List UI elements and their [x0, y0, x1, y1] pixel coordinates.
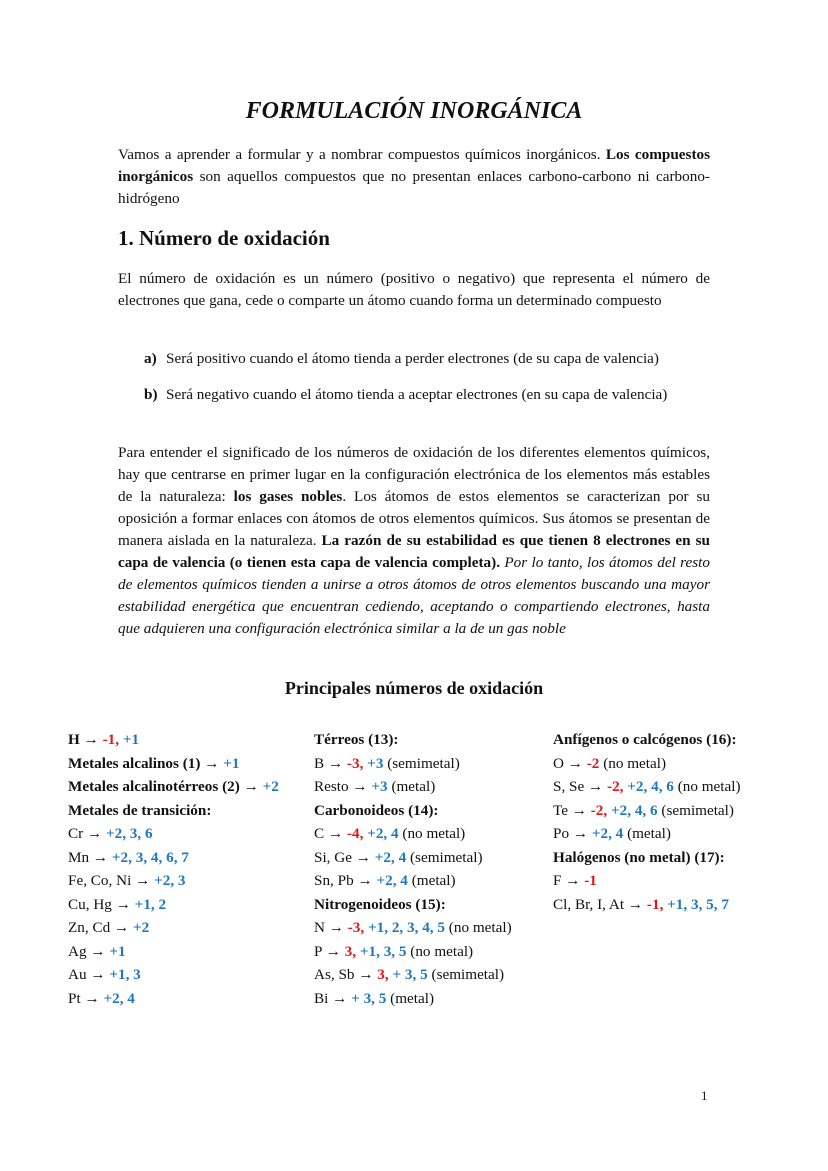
positive-state: +2, 4: [103, 989, 135, 1007]
separator: ,: [384, 966, 393, 983]
arrow-icon: →: [327, 825, 344, 842]
oxidation-row: [314, 940, 512, 964]
oxidation-row: [68, 799, 279, 823]
oxidation-column-1: [68, 728, 279, 1010]
oxidation-row: [68, 940, 279, 964]
arrow-icon: →: [86, 825, 103, 842]
element-note: (metal): [623, 825, 671, 842]
oxidation-row: [314, 987, 512, 1011]
arrow-icon: →: [358, 966, 374, 983]
element-label: Cu, Hg: [68, 895, 112, 913]
separator: ,: [352, 942, 360, 960]
oxidation-row: [68, 893, 279, 917]
explanation-text-1: Para entender el significado de los números de oxidación de los diferentes elementos químicos, hay que centrarse en primer lugar en la configuración electrónica de los elementos más estables de la naturaleza:: [118, 444, 710, 505]
element-label: Po: [553, 825, 570, 842]
arrow-icon: →: [355, 848, 371, 866]
oxidation-row: [314, 822, 512, 846]
oxidation-row: [68, 728, 279, 752]
oxidation-row: [553, 799, 741, 823]
oxidation-row: [553, 775, 741, 799]
oxidation-row: [68, 775, 279, 799]
positive-state: +1: [109, 942, 126, 960]
list-item-label: a): [144, 350, 157, 367]
element-note: (semimetal): [383, 754, 460, 772]
element-label: Cr: [68, 825, 84, 842]
separator: ,: [619, 778, 628, 795]
list-item-text: Será negativo cuando el átomo tienda a aceptar electrones (en su capa de valencia): [166, 386, 668, 403]
separator: ,: [359, 754, 368, 772]
oxidation-column-2: [314, 728, 512, 1010]
table-title: Principales números de oxidación: [284, 678, 544, 698]
positive-state: +1, 3, 5: [359, 942, 407, 960]
oxidation-row: [68, 963, 279, 987]
negative-state: -2: [590, 801, 604, 819]
element-note: (no metal): [673, 778, 741, 795]
element-label: Metales alcalinos (1): [68, 754, 201, 772]
oxidation-row: [314, 846, 512, 870]
element-label: Nitrogenoideos (15):: [314, 895, 446, 913]
oxidation-row: [314, 799, 512, 823]
arrow-icon: →: [114, 919, 130, 936]
element-label: Metales de transición: [68, 801, 207, 819]
arrow-icon: →: [204, 754, 220, 772]
negative-state: -4: [346, 825, 360, 842]
separator: ,: [115, 731, 123, 748]
positive-state: +3: [371, 778, 388, 795]
oxidation-row: [68, 846, 279, 870]
element-label: S, Se: [553, 778, 585, 795]
separator: ,: [659, 895, 668, 913]
element-note: (no metal): [445, 919, 512, 936]
arrow-icon: →: [325, 942, 341, 960]
element-label: H: [68, 731, 80, 748]
element-label: Carbonoideos (14):: [314, 801, 439, 819]
element-note: (semimetal): [657, 801, 734, 819]
element-note: :: [206, 801, 212, 819]
positive-state: +2: [132, 919, 150, 936]
oxidation-row: [314, 963, 512, 987]
explanation-text-italic: Por lo tanto, los átomos del resto de elementos químicos tienden a unirse a otros átomos de otros elementos buscando una mayor estabilidad energética que encuentran cediendo, aceptando o compartiendo electrones, hasta que adquieren una configuración electrónica similar a la de un gas noble: [118, 554, 710, 637]
arrow-icon: →: [567, 754, 583, 772]
positive-state: +2, 4: [376, 872, 408, 889]
positive-state: +2, 4: [367, 825, 399, 842]
element-label: Halógenos (no metal) (17):: [553, 848, 725, 866]
positive-state: +1, 3, 5, 7: [667, 895, 729, 913]
positive-state: +1, 2: [134, 895, 167, 913]
negative-state: -1: [584, 872, 597, 889]
list-item-label: b): [144, 386, 158, 403]
element-label: P: [314, 942, 322, 960]
arrow-icon: →: [328, 919, 344, 936]
arrow-icon: →: [90, 966, 106, 983]
positive-state: +2, 4: [591, 825, 624, 842]
oxidation-row: [68, 987, 279, 1011]
separator: ,: [360, 919, 368, 936]
positive-state: +1: [122, 731, 140, 748]
element-label: N: [314, 919, 325, 936]
element-note: (semimetal): [406, 848, 483, 866]
separator: ,: [359, 825, 368, 842]
arrow-icon: →: [571, 801, 587, 819]
element-label: Térreos (13):: [314, 731, 399, 748]
element-note: (no metal): [406, 942, 474, 960]
arrow-icon: →: [588, 778, 604, 795]
arrow-icon: →: [90, 942, 106, 960]
positive-state: +2, 4: [374, 848, 407, 866]
element-note: (metal): [387, 778, 436, 795]
positive-state: +2: [262, 778, 279, 795]
intro-text-1: Vamos a aprender a formular y a nombrar compuestos químicos inorgánicos.: [118, 146, 606, 163]
arrow-icon: →: [357, 872, 373, 889]
positive-state: +1, 3: [109, 966, 141, 983]
negative-state: -3: [346, 754, 360, 772]
negative-state: -2: [607, 778, 620, 795]
intro-paragraph: [118, 144, 710, 210]
positive-state: +3: [367, 754, 384, 772]
explanation-paragraph: [118, 442, 710, 640]
arrow-icon: →: [135, 872, 151, 889]
positive-state: +1, 2, 3, 4, 5: [368, 919, 445, 936]
element-label: C: [314, 825, 325, 842]
positive-state: +2, 3, 4, 6, 7: [111, 848, 189, 866]
arrow-icon: →: [627, 895, 644, 913]
element-note: (no metal): [398, 825, 466, 842]
element-note: (semimetal): [427, 966, 505, 983]
section-heading: 1. Número de oxidación: [118, 226, 330, 250]
element-label: Ag: [68, 942, 87, 960]
separator: ,: [603, 801, 611, 819]
oxidation-row: [68, 869, 279, 893]
element-label: O: [553, 754, 564, 772]
arrow-icon: →: [243, 778, 259, 795]
oxidation-row: [314, 728, 512, 752]
oxidation-row: [314, 916, 512, 940]
oxidation-row: [68, 916, 279, 940]
positive-state: + 3, 5: [392, 966, 428, 983]
oxidation-row: [553, 869, 741, 893]
negative-state: 3: [377, 966, 385, 983]
page-title: FORMULACIÓN INORGÁNICA: [245, 98, 583, 124]
element-label: Resto: [314, 778, 349, 795]
element-label: Bi: [314, 989, 329, 1007]
element-label: Zn, Cd: [68, 919, 111, 936]
arrow-icon: →: [572, 825, 589, 842]
arrow-icon: →: [84, 989, 100, 1007]
oxidation-row: [553, 728, 741, 752]
positive-state: +2, 4, 6: [611, 801, 658, 819]
list-item-b: [144, 384, 710, 406]
element-label: Cl, Br, I, At: [553, 895, 625, 913]
explanation-text-bold-1: los gases nobles: [233, 488, 343, 505]
positive-state: +2, 3: [154, 872, 186, 889]
positive-state: +1: [223, 754, 240, 772]
intro-text-bold: Los compuestos inorgánicos: [118, 146, 711, 185]
list-item-text: Será positivo cuando el átomo tienda a perder electrones (de su capa de valencia): [166, 350, 659, 367]
element-label: Fe, Co, Ni: [68, 872, 132, 889]
oxidation-row: [314, 775, 512, 799]
list-item-a: [144, 348, 710, 370]
element-label: F: [553, 872, 562, 889]
arrow-icon: →: [83, 731, 99, 748]
explanation-text-3: . Los átomos de estos elementos se caracterizan por su oposición a formar enlaces con átomos de otros elementos químicos. Sus átomos se presentan de manera aislada en la naturaleza.: [118, 488, 711, 549]
negative-state: -2: [586, 754, 600, 772]
arrow-icon: →: [115, 895, 131, 913]
element-label: Te: [553, 801, 568, 819]
page-number: 1: [701, 1088, 708, 1103]
oxidation-row: [553, 822, 741, 846]
negative-state: -1: [102, 731, 116, 748]
element-note: (no metal): [599, 754, 667, 772]
arrow-icon: →: [327, 754, 344, 772]
oxidation-row: [553, 846, 741, 870]
element-label: Sn, Pb: [314, 872, 354, 889]
arrow-icon: →: [332, 989, 348, 1007]
oxidation-row: [68, 822, 279, 846]
oxidation-row: [314, 893, 512, 917]
oxidation-row: [553, 752, 741, 776]
negative-state: -3: [347, 919, 361, 936]
explanation-text-bold-2: La razón de su estabilidad es que tienen 8 electrones en su capa de valencia (o tienen esta capa de valencia completa).: [118, 532, 710, 571]
oxidation-row: [553, 893, 741, 917]
element-label: Metales alcalinotérreos (2): [68, 778, 240, 795]
arrow-icon: →: [92, 848, 109, 866]
arrow-icon: →: [352, 778, 368, 795]
element-label: B: [314, 754, 325, 772]
oxidation-column-3: [553, 728, 741, 916]
element-note: (metal): [386, 989, 435, 1007]
positive-state: +2, 4, 6: [627, 778, 674, 795]
oxidation-row: [314, 752, 512, 776]
intro-text-3: son aquellos compuestos que no presentan enlaces carbono-carbono ni carbono-hidrógeno: [118, 168, 710, 207]
oxidation-row: [68, 752, 279, 776]
element-label: Pt: [68, 989, 81, 1007]
negative-state: -1: [646, 895, 660, 913]
element-note: (metal): [407, 872, 456, 889]
element-label: Si, Ge: [314, 848, 352, 866]
positive-state: +2, 3, 6: [105, 825, 153, 842]
element-label: Anfígenos o calcógenos (16):: [553, 731, 737, 748]
element-label: Mn: [68, 848, 90, 866]
element-label: As, Sb: [314, 966, 355, 983]
arrow-icon: →: [565, 872, 581, 889]
negative-state: 3: [344, 942, 353, 960]
oxidation-row: [314, 869, 512, 893]
element-label: Au: [68, 966, 87, 983]
definition-paragraph: El número de oxidación es un número (positivo o negativo) que representa el número de electrones que gana, cede o comparte un átomo cuando forma un determinado compuesto: [118, 270, 710, 309]
positive-state: + 3, 5: [351, 989, 387, 1007]
